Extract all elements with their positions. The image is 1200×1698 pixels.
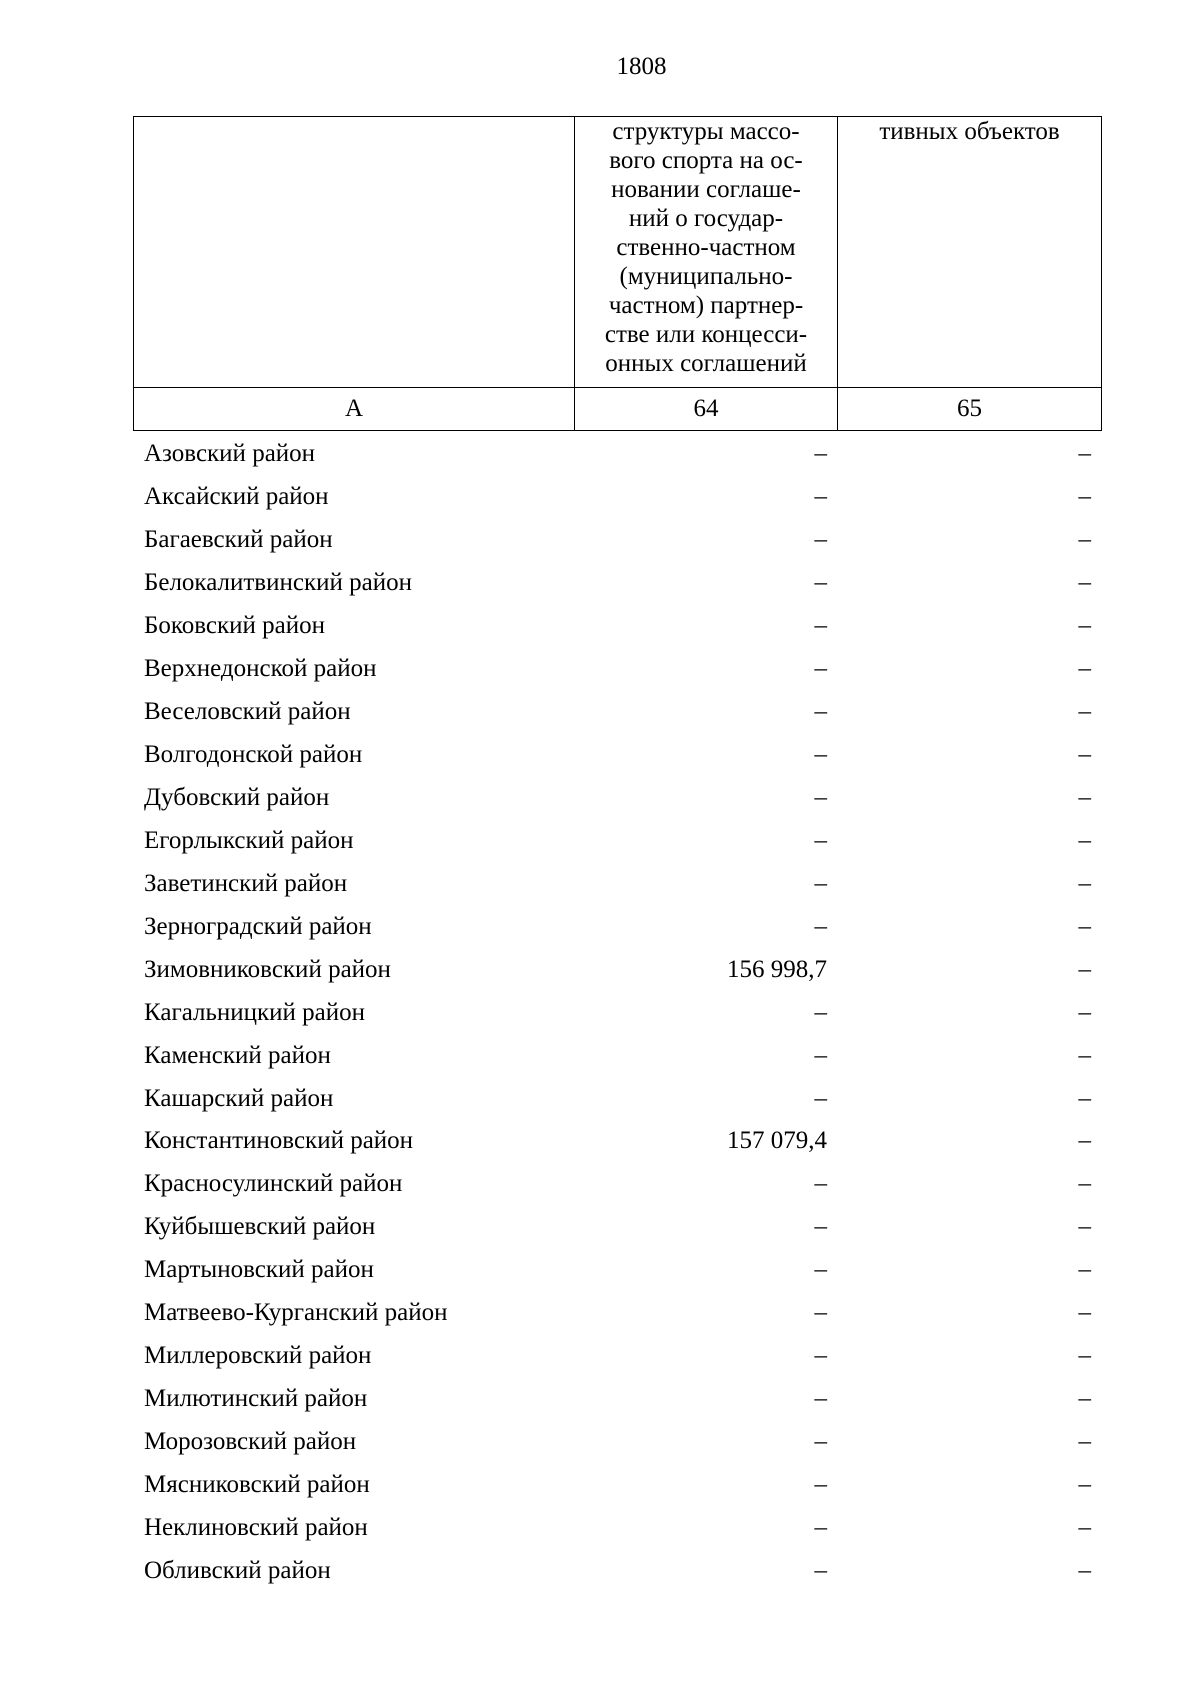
value-col-64: – [814,569,827,597]
header-cell-a-text [134,117,574,119]
header-64-line: онных соглашений [605,350,807,377]
district-name: Мартыновский район [144,1256,374,1284]
value-col-65: – [1078,1385,1091,1413]
value-col-64: – [814,1342,827,1370]
value-col-64: – [814,1428,827,1456]
value-col-64: – [814,1385,827,1413]
district-name: Кагальницкий район [144,998,366,1026]
table-row [133,1034,1101,1077]
district-name: Веселовский район [144,698,351,726]
index-cell-a: А [134,388,575,431]
district-name: Егорлыкский район [144,826,354,854]
table-row [133,648,1101,691]
header-64-line: ственно-частном [616,234,796,261]
header-64-line: (муниципально- [619,263,793,290]
value-col-65: – [1078,612,1091,640]
table-row [133,1549,1101,1592]
district-name: Аксайский район [144,483,329,511]
district-name: Обливский район [144,1556,331,1584]
value-col-64: – [814,483,827,511]
table-row [133,777,1101,820]
value-col-64: – [814,1513,827,1541]
value-col-65: – [1078,1213,1091,1241]
value-col-64: 156 998,7 [727,955,827,983]
district-name: Боковский район [144,612,325,640]
value-col-65: – [1078,1513,1091,1541]
table-row [133,1335,1101,1378]
district-name: Азовский район [144,440,316,468]
table-row [133,1292,1101,1335]
value-col-65: – [1078,483,1091,511]
value-col-65: – [1078,1041,1091,1069]
table-row [133,1206,1101,1249]
table-row [133,862,1101,905]
value-col-65: – [1078,998,1091,1026]
district-name: Белокалитвинский район [144,569,412,597]
value-col-65: – [1078,440,1091,468]
table-row [133,605,1101,648]
value-col-64: – [814,1041,827,1069]
header-cell-64-text [575,117,837,380]
table-row [133,476,1101,519]
header-row-titles [134,117,1102,388]
district-name: Морозовский район [144,1428,357,1456]
header-cell-65-text [838,117,1101,148]
value-col-64: – [814,1084,827,1112]
value-col-64: – [814,526,827,554]
table-row [133,1249,1101,1292]
index-cell-64: 64 [575,388,838,431]
header-cell-65 [838,117,1102,388]
district-name: Каменский район [144,1041,331,1069]
district-name: Заветинский район [144,869,348,897]
table-row [133,734,1101,777]
value-col-65: – [1078,1084,1091,1112]
table-row [133,905,1101,948]
value-col-65: – [1078,826,1091,854]
header-64-line: стве или концесси- [604,321,808,348]
page-number: 1808 [616,53,667,80]
district-name: Дубовский район [144,783,330,811]
value-col-65: – [1078,1256,1091,1284]
value-col-64: – [814,912,827,940]
value-col-65: – [1078,569,1091,597]
table-row [133,1077,1101,1120]
table-row [133,991,1101,1034]
value-col-64: – [814,741,827,769]
district-name: Зерноградский район [144,912,372,940]
value-col-65: – [1078,1428,1091,1456]
district-name: Миллеровский район [144,1342,372,1370]
table-row [133,691,1101,734]
value-col-64: – [814,998,827,1026]
index-cell-65: 65 [838,388,1102,431]
header-64-line: новании соглаше- [611,176,801,203]
district-name: Матвеево-Курганский район [144,1299,448,1327]
table-row [133,1120,1101,1163]
district-name: Красносулинский район [144,1170,403,1198]
district-name: Кашарский район [144,1084,334,1112]
header-64-line: структуры массо- [612,118,800,145]
value-col-65: – [1078,1342,1091,1370]
table-row [133,433,1101,476]
district-name: Багаевский район [144,526,333,554]
district-name: Милютинский район [144,1385,368,1413]
district-name: Верхнедонской район [144,655,377,683]
district-name: Волгодонской район [144,741,363,769]
district-name: Зимовниковский район [144,955,391,983]
value-col-65: – [1078,955,1091,983]
table-row [133,1506,1101,1549]
table-row [133,819,1101,862]
value-col-65: – [1078,1170,1091,1198]
value-col-65: – [1078,655,1091,683]
value-col-65: – [1078,783,1091,811]
value-col-64: – [814,1256,827,1284]
value-col-64: – [814,1213,827,1241]
header-64-line: вого спорта на ос- [609,147,803,174]
value-col-65: – [1078,1127,1091,1155]
value-col-65: – [1078,1470,1091,1498]
value-col-64: – [814,1170,827,1198]
value-col-64: – [814,440,827,468]
header-cell-a [134,117,575,388]
value-col-65: – [1078,741,1091,769]
value-col-64: – [814,1470,827,1498]
value-col-64: 157 079,4 [727,1127,827,1155]
district-name: Константиновский район [144,1127,414,1155]
table-row [133,1464,1101,1507]
value-col-64: – [814,1556,827,1584]
value-col-65: – [1078,698,1091,726]
value-col-64: – [814,783,827,811]
value-col-65: – [1078,912,1091,940]
district-name: Неклиновский район [144,1513,368,1541]
header-64-line: частном) партнер- [608,292,804,319]
district-name: Мясниковский район [144,1470,370,1498]
value-col-64: – [814,826,827,854]
header-cell-64 [575,117,838,388]
table-row [133,1421,1101,1464]
table-header [133,116,1102,431]
header-64-line: ний о государ- [628,205,784,232]
value-col-65: – [1078,869,1091,897]
value-col-65: – [1078,1299,1091,1327]
table-row [133,948,1101,991]
value-col-64: – [814,612,827,640]
district-name: Куйбышевский район [144,1213,376,1241]
header-row-index [134,388,1102,431]
value-col-65: – [1078,526,1091,554]
value-col-64: – [814,655,827,683]
value-col-64: – [814,698,827,726]
value-col-64: – [814,869,827,897]
table-row [133,519,1101,562]
table-row [133,562,1101,605]
value-col-65: – [1078,1556,1091,1584]
value-col-64: – [814,1299,827,1327]
table-row [133,1163,1101,1206]
table-row [133,1378,1101,1421]
header-65-line: тивных объектов [879,118,1060,145]
table-body [133,433,1101,1592]
